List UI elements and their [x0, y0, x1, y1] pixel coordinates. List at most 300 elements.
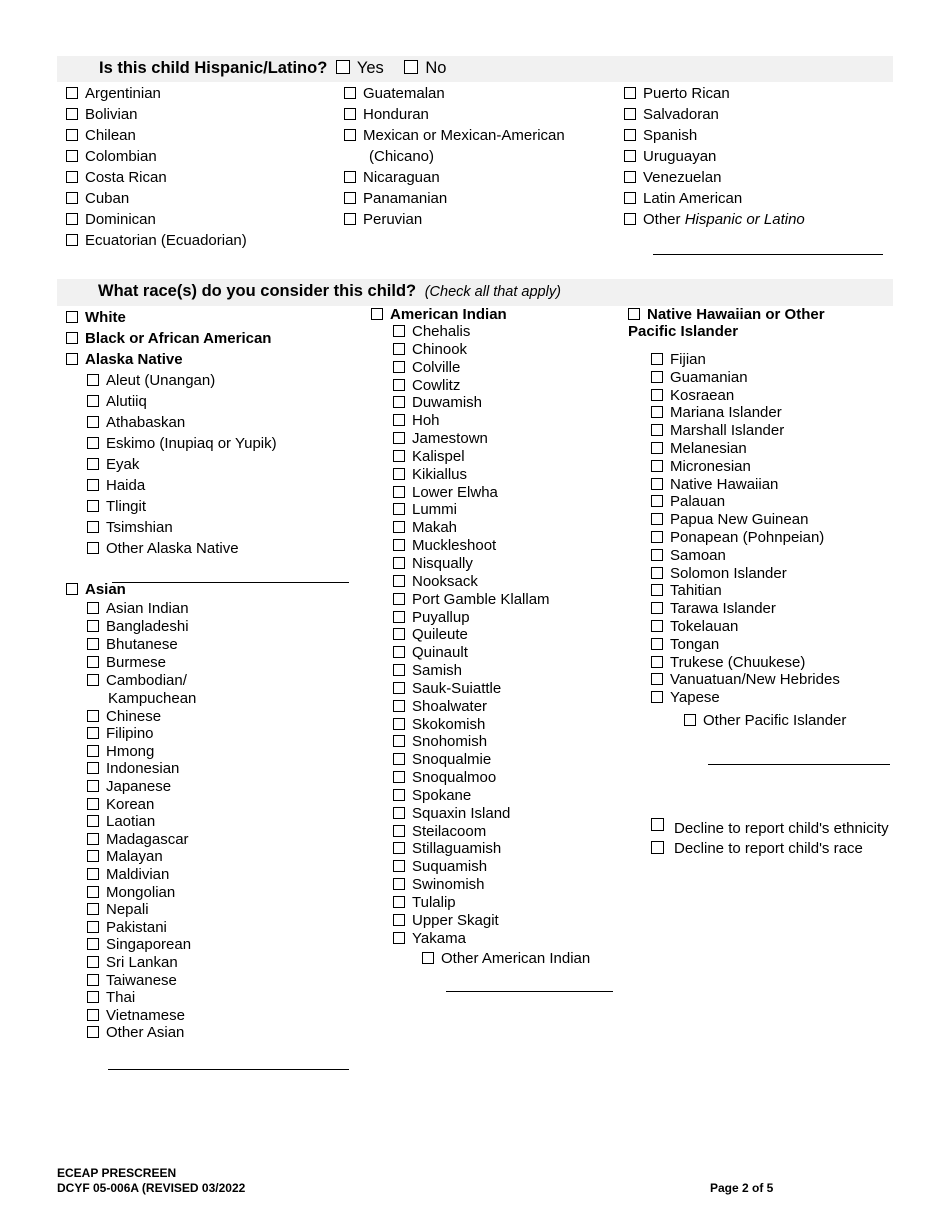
hispanic-option-label: Uruguayan: [643, 148, 717, 165]
hispanic-option-item: [344, 83, 565, 104]
american-indian-option-label: Steilacoom: [412, 822, 487, 840]
asian-item: [66, 580, 196, 600]
pacific-islander-option-item: [651, 529, 846, 547]
american-indian-option-label: Jamestown: [412, 430, 488, 448]
asian-option-item: [87, 954, 196, 972]
pacific-islander-option-label: Guamanian: [670, 368, 748, 386]
american-indian-option-label: Squaxin Island: [412, 804, 511, 822]
hispanic-option-label: Ecuatorian (Ecuadorian): [85, 232, 247, 249]
race-column-3: [628, 306, 846, 731]
hispanic-option-checkbox[interactable]: [624, 108, 636, 120]
pacific-islander-option-item: [651, 476, 846, 494]
alaska-option-label: Tsimshian: [106, 519, 173, 536]
asian-option-checkbox[interactable]: [87, 745, 99, 757]
american-indian-option-label: Yakama: [412, 929, 466, 947]
american-indian-option-label: Swinomish: [412, 876, 485, 894]
hispanic-option-checkbox[interactable]: [66, 234, 78, 246]
american-indian-option-label: Spokane: [412, 786, 472, 804]
hispanic-option-checkbox[interactable]: [66, 171, 78, 183]
asian-option-checkbox[interactable]: [87, 886, 99, 898]
alaska-option-label: Tlingit: [106, 498, 147, 515]
asian-option-label: Korean: [106, 795, 155, 813]
pacific-islander-option-checkbox[interactable]: [651, 406, 663, 418]
race-question: What race(s) do you consider this child?: [98, 282, 417, 300]
american-indian-option-label: Sauk-Suiattle: [412, 679, 502, 697]
american-indian-option-label: Hoh: [412, 412, 440, 430]
pacific-islander-option-checkbox[interactable]: [651, 460, 663, 472]
american-indian-option-checkbox[interactable]: [393, 450, 405, 462]
asian-option-label: Bangladeshi: [106, 618, 189, 635]
asian-option-label: Other Asian: [106, 1024, 185, 1042]
hispanic-column-1: [66, 83, 247, 251]
american-indian-option-label: Nooksack: [412, 572, 478, 590]
alaska-option-checkbox[interactable]: [87, 458, 99, 470]
hispanic-option-checkbox[interactable]: [624, 150, 636, 162]
ai-other-item: [371, 949, 590, 969]
american-indian-option-checkbox[interactable]: [393, 646, 405, 658]
nhpi-checkbox[interactable]: [628, 308, 640, 320]
american-indian-option-checkbox[interactable]: [393, 486, 405, 498]
american-indian-option-label: Chehalis: [412, 323, 471, 340]
pi-other-item: [628, 711, 846, 731]
pacific-islander-option-checkbox[interactable]: [651, 442, 663, 454]
hispanic-option-checkbox[interactable]: [344, 87, 356, 99]
asian-option-checkbox[interactable]: [87, 638, 99, 650]
decline-race-checkbox[interactable]: [651, 841, 664, 854]
asian-option-label: Hmong: [106, 742, 155, 760]
asian-option-label: Pakistani: [106, 918, 167, 936]
american-indian-option-checkbox[interactable]: [393, 878, 405, 890]
american-indian-option-item: [393, 573, 590, 591]
american-indian-option-item: [393, 537, 590, 555]
asian-other-write-line[interactable]: [108, 1069, 349, 1070]
black-checkbox[interactable]: [66, 332, 78, 344]
alaska-option-checkbox[interactable]: [87, 521, 99, 533]
asian-option-label: Singaporean: [106, 936, 192, 954]
pacific-islander-option-checkbox[interactable]: [651, 371, 663, 383]
american-indian-option-label: Quileute: [412, 626, 468, 644]
asian-option-checkbox[interactable]: [87, 938, 99, 950]
asian-option-label: Mongolian: [106, 883, 176, 901]
american-indian-option-label: Upper Skagit: [412, 911, 499, 929]
race-column-1: [66, 307, 277, 559]
american-indian-option-item: [393, 359, 590, 377]
asian-kampuchean-continuation: Kampuchean: [108, 690, 197, 707]
hispanic-option-item: [344, 167, 565, 188]
alaska-option-item: [87, 475, 277, 496]
american-indian-option-checkbox[interactable]: [393, 379, 405, 391]
alaska-option-checkbox[interactable]: [87, 542, 99, 554]
pacific-islander-option-checkbox[interactable]: [651, 602, 663, 614]
alaska-option-item: [87, 517, 277, 538]
hispanic-option-item: [344, 188, 565, 209]
american-indian-option-checkbox[interactable]: [393, 753, 405, 765]
alaska-option-label: Athabaskan: [106, 414, 186, 431]
hispanic-no-label: No: [425, 59, 447, 77]
american-indian-option-checkbox[interactable]: [393, 414, 405, 426]
american-indian-option-item: [393, 787, 590, 805]
asian-option-checkbox[interactable]: [87, 815, 99, 827]
hispanic-yes-checkbox[interactable]: [336, 60, 350, 74]
asian-option-checkbox[interactable]: [87, 727, 99, 739]
hispanic-no-checkbox[interactable]: [404, 60, 418, 74]
american-indian-option-item: [393, 555, 590, 573]
american-indian-option-checkbox[interactable]: [393, 825, 405, 837]
asian-option-item: [87, 708, 196, 726]
american-indian-option-item: [393, 412, 590, 430]
pacific-islander-option-label: Trukese (Chuukese): [670, 653, 806, 671]
pacific-islander-option-item: [651, 654, 846, 672]
asian-option-item: [87, 936, 196, 954]
pacific-islander-option-checkbox[interactable]: [651, 691, 663, 703]
hispanic-option-checkbox[interactable]: [344, 171, 356, 183]
alaska-option-label: Eskimo (Inupiaq or Yupik): [106, 435, 277, 452]
asian-option-label: Chinese: [106, 707, 162, 725]
hispanic-option-label: Panamanian: [363, 190, 448, 207]
american-indian-option-checkbox[interactable]: [393, 611, 405, 623]
asian-option-item: [87, 989, 196, 1007]
hispanic-option-item: [66, 230, 247, 251]
asian-option-checkbox[interactable]: [87, 868, 99, 880]
hispanic-option-item: [624, 104, 805, 125]
asian-option-checkbox[interactable]: [87, 602, 99, 614]
american-indian-option-label: Quinault: [412, 644, 468, 662]
hispanic-other-prefix: Other: [643, 211, 681, 228]
american-indian-option-label: Snohomish: [412, 733, 488, 751]
footer-form-id: DCYF 05-006A (REVISED 03/2022: [57, 1181, 246, 1195]
race-question-row: [98, 282, 561, 301]
hispanic-option-checkbox[interactable]: [66, 192, 78, 204]
pacific-islander-option-label: Tongan: [670, 635, 720, 653]
asian-option-item: [87, 1024, 196, 1042]
american-indian-option-checkbox[interactable]: [393, 628, 405, 640]
american-indian-option-checkbox[interactable]: [393, 361, 405, 373]
hispanic-column-2: [344, 83, 565, 230]
alaska-native-checkbox[interactable]: [66, 353, 78, 365]
hispanic-option-checkbox[interactable]: [624, 171, 636, 183]
pacific-islander-option-item: [651, 689, 846, 707]
asian-option-item: [87, 654, 196, 672]
hispanic-column-3: [624, 83, 805, 230]
pacific-islander-option-checkbox[interactable]: [651, 638, 663, 650]
hispanic-option-checkbox[interactable]: [66, 213, 78, 225]
american-indian-option-label: Snoqualmie: [412, 751, 492, 769]
american-indian-option-label: Kalispel: [412, 447, 465, 465]
ai-other-write-line[interactable]: [446, 991, 613, 992]
american-indian-option-label: Chinook: [412, 340, 468, 358]
hispanic-other-write-line[interactable]: [653, 254, 883, 255]
american-indian-option-item: [393, 323, 590, 341]
american-indian-option-item: [393, 858, 590, 876]
alaska-native-label: Alaska Native: [85, 351, 183, 368]
asian-option-checkbox[interactable]: [87, 921, 99, 933]
pacific-islander-option-item: [651, 600, 846, 618]
asian-option-item: [87, 600, 196, 618]
hispanic-option-label: Cuban: [85, 190, 130, 207]
pacific-islander-option-checkbox[interactable]: [651, 353, 663, 365]
american-indian-option-item: [393, 394, 590, 412]
asian-checkbox[interactable]: [66, 583, 78, 595]
pacific-islander-option-checkbox[interactable]: [651, 656, 663, 668]
pacific-islander-option-item: [651, 387, 846, 405]
pacific-islander-option-item: [651, 369, 846, 387]
hispanic-option-label: Argentinian: [85, 85, 161, 102]
hispanic-option-item: [66, 209, 247, 230]
american-indian-option-label: Skokomish: [412, 715, 486, 733]
pi-other-checkbox[interactable]: [684, 714, 696, 726]
asian-option-checkbox[interactable]: [87, 780, 99, 792]
american-indian-option-checkbox[interactable]: [393, 789, 405, 801]
pacific-islander-option-item: [651, 458, 846, 476]
pacific-islander-option-checkbox[interactable]: [651, 549, 663, 561]
hispanic-option-checkbox[interactable]: [66, 150, 78, 162]
asian-option-checkbox[interactable]: [87, 833, 99, 845]
asian-option-item: [87, 972, 196, 990]
hispanic-option-checkbox[interactable]: [344, 213, 356, 225]
hispanic-option-item: [624, 167, 805, 188]
pacific-islander-option-label: Palauan: [670, 493, 726, 511]
hispanic-other-checkbox[interactable]: [624, 213, 636, 225]
black-label: Black or African American: [85, 330, 272, 347]
american-indian-checkbox[interactable]: [371, 308, 383, 320]
american-indian-option-checkbox[interactable]: [393, 896, 405, 908]
asian-option-item: [87, 848, 196, 866]
american-indian-option-checkbox[interactable]: [393, 325, 405, 337]
hispanic-option-item: [624, 125, 805, 146]
hispanic-option-label: Venezuelan: [643, 169, 722, 186]
asian-option-checkbox[interactable]: [87, 956, 99, 968]
alaska-option-label: Other Alaska Native: [106, 540, 239, 557]
asian-option-checkbox[interactable]: [87, 1009, 99, 1021]
american-indian-option-item: [393, 769, 590, 787]
alaska-option-checkbox[interactable]: [87, 500, 99, 512]
white-checkbox[interactable]: [66, 311, 78, 323]
pacific-islander-option-label: Yapese: [670, 689, 720, 707]
asian-option-checkbox[interactable]: [87, 620, 99, 632]
hispanic-option-label: Costa Rican: [85, 169, 167, 186]
asian-group: [66, 580, 196, 1042]
asian-option-label: Vietnamese: [106, 1006, 185, 1024]
hispanic-option-checkbox[interactable]: [344, 192, 356, 204]
pacific-islander-option-item: [651, 511, 846, 529]
alaska-option-label: Alutiiq: [106, 393, 147, 410]
american-indian-option-checkbox[interactable]: [393, 860, 405, 872]
hispanic-option-item: [66, 188, 247, 209]
pacific-islander-option-label: Tokelauan: [670, 617, 739, 635]
american-indian-option-item: [393, 501, 590, 519]
american-indian-option-checkbox[interactable]: [393, 718, 405, 730]
nhpi-label-line1: Native Hawaiian or Other: [647, 306, 825, 323]
hispanic-option-label: Latin American: [643, 190, 743, 207]
american-indian-option-item: [393, 823, 590, 841]
pacific-islander-option-checkbox[interactable]: [651, 620, 663, 632]
american-indian-option-checkbox[interactable]: [393, 593, 405, 605]
pacific-islander-option-item: [651, 404, 846, 422]
american-indian-option-checkbox[interactable]: [393, 503, 405, 515]
asian-label: Asian: [85, 581, 126, 598]
asian-option-item: [87, 725, 196, 743]
hispanic-option-label: Peruvian: [363, 211, 423, 228]
hispanic-question: Is this child Hispanic/Latino?: [99, 59, 328, 77]
alaska-option-label: Aleut (Unangan): [106, 372, 216, 389]
asian-option-item: [87, 760, 196, 778]
american-indian-option-item: [393, 840, 590, 858]
pacific-islander-option-item: [651, 636, 846, 654]
pacific-islander-option-item: [651, 493, 846, 511]
american-indian-option-label: Kikiallus: [412, 465, 468, 483]
asian-option-label: Madagascar: [106, 830, 189, 848]
asian-option-checkbox[interactable]: [87, 850, 99, 862]
american-indian-option-item: [393, 377, 590, 395]
american-indian-option-item: [393, 894, 590, 912]
asian-option-checkbox[interactable]: [87, 798, 99, 810]
alaska-option-checkbox[interactable]: [87, 437, 99, 449]
american-indian-option-label: Samish: [412, 662, 463, 680]
asian-option-label: Maldivian: [106, 865, 170, 883]
hispanic-option-checkbox[interactable]: [344, 108, 356, 120]
pacific-islander-option-checkbox[interactable]: [651, 673, 663, 685]
asian-option-item: [87, 866, 196, 884]
decline-group: [651, 818, 889, 859]
asian-option-label: Burmese: [106, 654, 167, 671]
pacific-islander-option-item: [651, 440, 846, 458]
american-indian-option-label: Cowlitz: [412, 376, 461, 394]
alaska-option-item: [87, 433, 277, 454]
hispanic-option-label: Spanish: [643, 127, 698, 144]
alaska-option-checkbox[interactable]: [87, 479, 99, 491]
american-indian-option-checkbox[interactable]: [393, 468, 405, 480]
asian-option-item: [87, 831, 196, 849]
american-indian-option-checkbox[interactable]: [393, 521, 405, 533]
hispanic-option-label: Salvadoran: [643, 106, 719, 123]
hispanic-option-label: Chilean: [85, 127, 136, 144]
hispanic-option-checkbox[interactable]: [66, 108, 78, 120]
hispanic-option-label: Honduran: [363, 106, 429, 123]
pacific-islander-option-checkbox[interactable]: [651, 584, 663, 596]
alaska-option-item: [87, 412, 277, 433]
asian-option-checkbox[interactable]: [87, 710, 99, 722]
pacific-islander-option-checkbox[interactable]: [651, 495, 663, 507]
pacific-islander-option-label: Melanesian: [670, 439, 747, 457]
ai-other-checkbox[interactable]: [422, 952, 434, 964]
footer-form-name: ECEAP PRESCREEN: [57, 1166, 177, 1180]
asian-option-checkbox[interactable]: [87, 674, 99, 686]
pacific-islander-option-item: [651, 565, 846, 583]
american-indian-option-item: [393, 930, 590, 948]
american-indian-option-checkbox[interactable]: [393, 842, 405, 854]
american-indian-option-checkbox[interactable]: [393, 343, 405, 355]
alaska-option-label: Eyak: [106, 456, 140, 473]
hispanic-option-checkbox[interactable]: [66, 129, 78, 141]
asian-option-label: Malayan: [106, 848, 163, 866]
pacific-islander-option-item: [651, 422, 846, 440]
american-indian-option-item: [393, 430, 590, 448]
asian-option-label: Bhutanese: [106, 636, 178, 653]
alaska-option-item: [87, 391, 277, 412]
alaska-option-item: [87, 496, 277, 517]
pacific-islander-option-checkbox[interactable]: [651, 567, 663, 579]
pacific-islander-option-checkbox[interactable]: [651, 531, 663, 543]
hispanic-option-item: [66, 125, 247, 146]
american-indian-option-checkbox[interactable]: [393, 914, 405, 926]
asian-option-checkbox[interactable]: [87, 762, 99, 774]
pacific-islander-option-checkbox[interactable]: [651, 389, 663, 401]
american-indian-option-checkbox[interactable]: [393, 575, 405, 587]
hispanic-other-italic: Hispanic or Latino: [684, 211, 805, 228]
american-indian-option-checkbox[interactable]: [393, 682, 405, 694]
ai-other-label: Other American Indian: [441, 949, 591, 967]
pacific-islander-option-checkbox[interactable]: [651, 478, 663, 490]
hispanic-option-checkbox[interactable]: [66, 87, 78, 99]
american-indian-option-item: [393, 751, 590, 769]
hispanic-option-checkbox[interactable]: [624, 129, 636, 141]
pacific-islander-option-item: [651, 671, 846, 689]
american-indian-option-checkbox[interactable]: [393, 539, 405, 551]
pacific-islander-option-item: [651, 351, 846, 369]
pacific-islander-option-label: Tarawa Islander: [670, 600, 776, 618]
pi-other-write-line[interactable]: [708, 764, 890, 765]
hispanic-option-checkbox[interactable]: [624, 192, 636, 204]
american-indian-option-checkbox[interactable]: [393, 557, 405, 569]
alaska-option-checkbox[interactable]: [87, 395, 99, 407]
american-indian-option-item: [393, 448, 590, 466]
american-indian-option-label: Shoalwater: [412, 697, 488, 715]
american-indian-option-checkbox[interactable]: [393, 771, 405, 783]
asian-option-checkbox[interactable]: [87, 1026, 99, 1038]
pacific-islander-option-label: Marshall Islander: [670, 422, 785, 440]
decline-race-item: [651, 839, 889, 859]
american-indian-option-checkbox[interactable]: [393, 396, 405, 408]
hispanic-option-label: Guatemalan: [363, 85, 445, 102]
asian-option-checkbox[interactable]: [87, 656, 99, 668]
alaska-option-checkbox[interactable]: [87, 416, 99, 428]
asian-option-checkbox[interactable]: [87, 991, 99, 1003]
pacific-islander-option-label: Papua New Guinean: [670, 511, 809, 529]
american-indian-option-checkbox[interactable]: [393, 932, 405, 944]
alaska-option-item: [87, 538, 277, 559]
asian-option-label: Japanese: [106, 777, 172, 795]
american-indian-option-checkbox[interactable]: [393, 664, 405, 676]
asian-option-label: Nepali: [106, 901, 149, 919]
american-indian-option-checkbox[interactable]: [393, 735, 405, 747]
pacific-islander-option-label: Micronesian: [670, 457, 751, 475]
asian-option-checkbox[interactable]: [87, 903, 99, 915]
asian-option-checkbox[interactable]: [87, 974, 99, 986]
hispanic-question-row: [99, 59, 446, 78]
hispanic-option-checkbox[interactable]: [624, 87, 636, 99]
american-indian-option-label: Tulalip: [412, 894, 456, 911]
american-indian-option-checkbox[interactable]: [393, 432, 405, 444]
alaska-option-checkbox[interactable]: [87, 374, 99, 386]
american-indian-option-checkbox[interactable]: [393, 807, 405, 819]
hispanic-other-item: [624, 209, 805, 230]
black-item: [66, 328, 277, 349]
asian-option-label: Filipino: [106, 725, 154, 743]
american-indian-option-item: [393, 644, 590, 662]
pacific-islander-option-label: Samoan: [670, 546, 726, 564]
pacific-islander-option-checkbox[interactable]: [651, 513, 663, 525]
american-indian-option-label: Lummi: [412, 501, 458, 519]
pacific-islander-option-label: Native Hawaiian: [670, 475, 779, 493]
american-indian-option-item: [393, 341, 590, 359]
hispanic-option-checkbox[interactable]: [344, 129, 356, 141]
american-indian-option-checkbox[interactable]: [393, 700, 405, 712]
decline-ethnicity-checkbox[interactable]: [651, 818, 664, 831]
american-indian-option-label: Puyallup: [412, 608, 470, 626]
pacific-islander-option-checkbox[interactable]: [651, 424, 663, 436]
asian-option-item: [87, 672, 196, 690]
footer-left: [57, 1166, 245, 1196]
